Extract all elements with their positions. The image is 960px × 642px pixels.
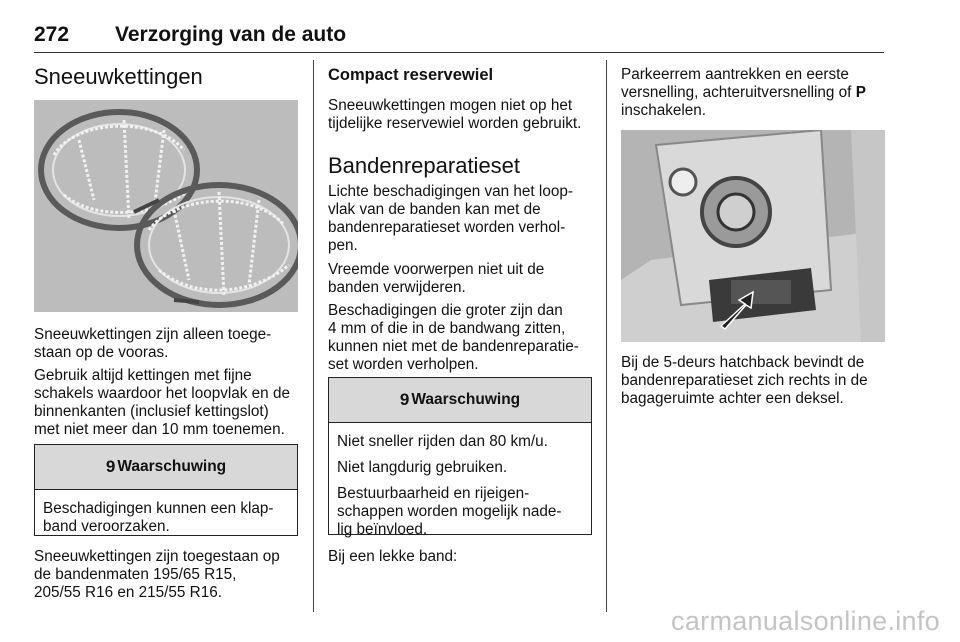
warning-text: Beschadigingen kunnen een klap- band veroorzaken. — [43, 500, 274, 535]
column-divider-2 — [606, 60, 607, 612]
warning-item: Bestuurbaarheid en rijeigen- schappen worden mogelijk nade- lig beïnvloed. — [337, 485, 562, 538]
paragraph-light-damage: Lichte beschadigingen van het loop- vlak van de banden kan met de bandenreparatieset worden verhol- pen. — [328, 183, 573, 254]
warning-triangle-icon: 9 — [105, 457, 116, 476]
paragraph-spare-wheel: Sneeuwkettingen mogen niet op het tijdelijke reservewiel worden gebruikt. — [328, 97, 582, 132]
snow-chains-illustration — [34, 100, 298, 312]
column-divider-1 — [313, 60, 314, 612]
warning-box-2 — [328, 377, 592, 538]
subheading-compact-spare: Compact reservewiel — [328, 66, 494, 84]
paragraph-hatchback-location: Bij de 5-deurs hatchback bevindt de bandenreparatieset zich rechts in de bagageruimte achter een deksel. — [621, 354, 868, 407]
warning-header — [35, 445, 297, 490]
snow-chains-icon — [34, 100, 298, 312]
paragraph-flat-tire: Bij een lekke band: — [328, 548, 458, 565]
paragraph-fine-links: Gebruik altijd kettingen met fijne schakels waardoor het loopvlak en de binnenkanten (inclusief kettingslot) met niet meer dan 10 mm toenemen. — [34, 367, 290, 438]
repair-kit-location-photo — [621, 130, 885, 342]
warning-box-1 — [34, 444, 298, 536]
paragraph-front-axle: Sneeuwkettingen zijn alleen toege- staan op de vooras. — [34, 326, 272, 361]
header-rule — [34, 52, 884, 53]
paragraph-parking-brake: Parkeerrem aantrekken en eerste versnelling, achteruitversnelling of P inschakelen. — [621, 66, 866, 119]
paragraph-tire-sizes: Sneeuwkettingen zijn toegestaan op de bandenmaten 195/65 R15, 205/55 R16 en 215/55 R16. — [34, 548, 280, 601]
warning-header — [329, 378, 591, 423]
section-heading-snow-chains: Sneeuwkettingen — [34, 64, 203, 89]
chapter-title: Verzorging van de auto — [115, 23, 347, 46]
section-heading-repair-kit: Bandenreparatieset — [328, 153, 521, 178]
warning-triangle-icon: 9 — [399, 390, 410, 409]
warning-title: Waarschuwing — [411, 391, 521, 408]
warning-item: Niet langdurig gebruiken. — [337, 459, 508, 476]
warning-title: Waarschuwing — [117, 458, 227, 475]
paragraph-foreign-objects: Vreemde voorwerpen niet uit de banden verwijderen. — [328, 261, 545, 296]
paragraph-large-damage: Beschadigingen die groter zijn dan 4 mm of die in de bandwang zitten, kunnen niet met de bandenreparatie- set worden verholpen. — [328, 302, 579, 373]
watermark: carmanualsonline.info — [671, 606, 940, 636]
warning-item: Niet sneller rijden dan 80 km/u. — [337, 433, 548, 450]
page-number: 272 — [34, 23, 70, 46]
gear-p-label: P — [855, 84, 866, 101]
trunk-compartment-icon — [621, 130, 885, 342]
